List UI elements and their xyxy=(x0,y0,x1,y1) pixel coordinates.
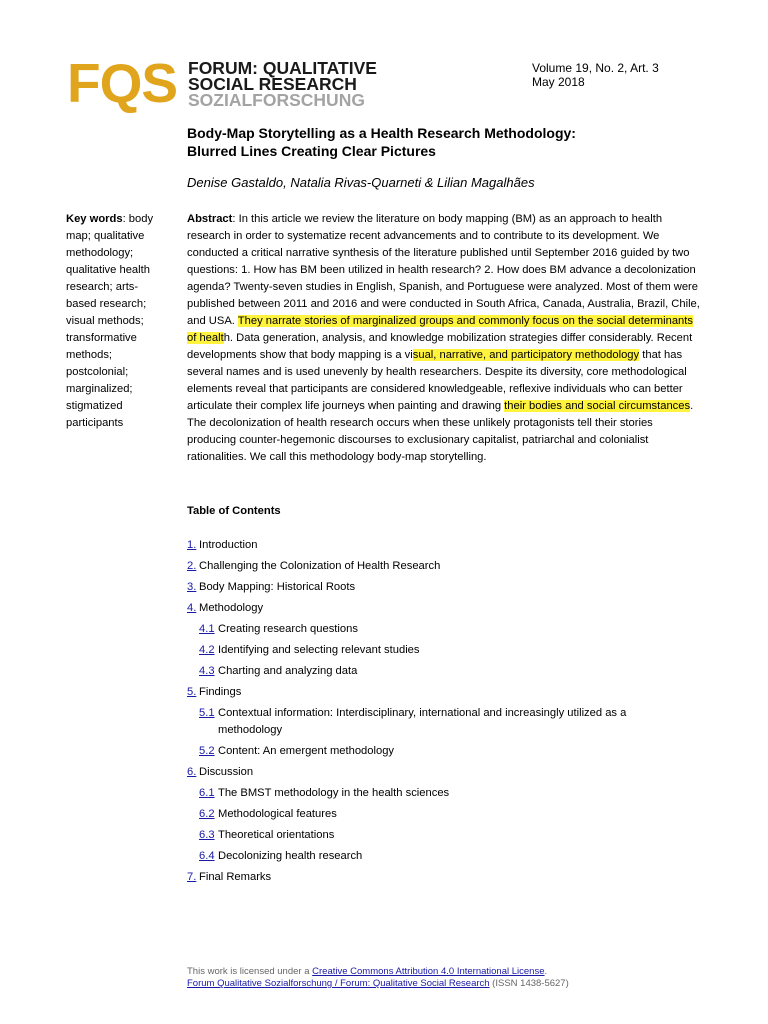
abstract-label: Abstract xyxy=(187,213,233,225)
toc-link[interactable]: 6.4 xyxy=(199,850,215,862)
toc-item xyxy=(187,558,667,575)
toc-label: Body Mapping: Historical Roots xyxy=(199,581,356,593)
journal-line xyxy=(187,978,687,990)
logo-line-1: FORUM: QUALITATIVE xyxy=(188,58,377,78)
toc-link[interactable]: 4. xyxy=(187,602,197,614)
toc-label: Methodology xyxy=(199,602,264,614)
toc-label: Content: An emergent methodology xyxy=(218,745,395,757)
table-of-contents xyxy=(187,537,667,890)
toc-subitem xyxy=(187,663,667,680)
toc-subitem xyxy=(187,642,667,659)
logo-wordmark xyxy=(188,60,378,108)
toc-label: Identifying and selecting relevant studies xyxy=(218,644,420,656)
toc-label: The BMST methodology in the health sciences xyxy=(218,787,450,799)
license-footer xyxy=(187,966,687,990)
abstract-text-2: h. Data generation, analysis, and knowledge mobilization strategies differ considerably. Recent developments show that body mapping is a vi xyxy=(187,332,693,361)
volume-info: Volume 19, No. 2, Art. 3 xyxy=(532,61,659,75)
highlight-1: They narrate stories of marginalized groups and commonly focus on the social determinants of healt xyxy=(187,315,693,344)
keywords-text: : body map; qualitative methodology; qualitative health research; arts-based research; visual methods; transformative methods; postcolonial; marginalized; stigmatized participants xyxy=(66,213,154,429)
toc-label: Contextual information: Interdisciplinary, international and increasingly utilized as a methodology xyxy=(218,707,627,736)
logo-line-2: SOCIAL RESEARCH xyxy=(188,74,357,94)
toc-item xyxy=(187,684,667,701)
toc-label: Methodological features xyxy=(218,808,337,820)
toc-subitem xyxy=(187,785,667,802)
toc-subitem xyxy=(187,705,667,739)
toc-heading: Table of Contents xyxy=(187,505,281,517)
issue-info xyxy=(532,61,659,89)
toc-label: Decolonizing health research xyxy=(218,850,363,862)
toc-link[interactable]: 6.1 xyxy=(199,787,215,799)
toc-link[interactable]: 6. xyxy=(187,766,197,778)
license-suffix: . xyxy=(544,966,548,977)
highlight-2: sual, narrative, and participatory methodology xyxy=(412,349,640,361)
toc-link[interactable]: 3. xyxy=(187,581,197,593)
toc-label: Final Remarks xyxy=(199,871,272,883)
toc-label: Challenging the Colonization of Health Research xyxy=(199,560,441,572)
toc-subitem xyxy=(187,827,667,844)
toc-item xyxy=(187,537,667,554)
toc-label: Introduction xyxy=(199,539,258,551)
toc-link[interactable]: 4.2 xyxy=(199,644,215,656)
toc-label: Theoretical orientations xyxy=(218,829,335,841)
toc-item xyxy=(187,764,667,781)
toc-link[interactable]: 1. xyxy=(187,539,197,551)
logo-line-3: SOZIALFORSCHUNG xyxy=(188,90,365,110)
title-line-2: Blurred Lines Creating Clear Pictures xyxy=(187,143,436,159)
authors: Denise Gastaldo, Natalia Rivas-Quarneti & Lilian Magalhães xyxy=(187,175,535,190)
toc-link[interactable]: 2. xyxy=(187,560,197,572)
toc-link[interactable]: 5. xyxy=(187,686,197,698)
logo-mark: FQS xyxy=(67,52,178,114)
toc-item xyxy=(187,600,667,617)
toc-subitem xyxy=(187,806,667,823)
keywords xyxy=(66,211,166,432)
toc-subitem xyxy=(187,848,667,865)
title-line-1: Body-Map Storytelling as a Health Research Methodology: xyxy=(187,125,576,141)
toc-subitem xyxy=(187,621,667,638)
toc-subitem xyxy=(187,743,667,760)
abstract-text-3: that has several names and is used unevenly by health researchers. Despite its diversity, core methodological elements reveal that participants are considered knowledgeable, reflexive individuals who can better articulate their complex life journeys when painting and drawing xyxy=(187,349,687,412)
license-link[interactable]: Creative Commons Attribution 4.0 International License xyxy=(312,966,545,977)
journal-link[interactable]: Forum Qualitative Sozialforschung / Forum: Qualitative Social Research xyxy=(187,978,490,989)
toc-link[interactable]: 7. xyxy=(187,871,197,883)
abstract xyxy=(187,211,705,466)
toc-label: Findings xyxy=(199,686,242,698)
publication-date: May 2018 xyxy=(532,75,585,89)
toc-link[interactable]: 4.1 xyxy=(199,623,215,635)
toc-item xyxy=(187,869,667,886)
abstract-text-4: . The decolonization of health research occurs when these unlikely protagonists tell their stories producing counter-hegemonic discourses to exclusionary capitalist, patriarchal and colonialist rationalities. We call this methodology body-map storytelling. xyxy=(187,400,694,463)
license-prefix: This work is licensed under a xyxy=(187,966,313,977)
article-title xyxy=(187,124,687,160)
toc-link[interactable]: 6.2 xyxy=(199,808,215,820)
keywords-label: Key words xyxy=(66,213,123,225)
toc-label: Creating research questions xyxy=(218,623,358,635)
toc-link[interactable]: 6.3 xyxy=(199,829,215,841)
toc-link[interactable]: 5.2 xyxy=(199,745,215,757)
toc-label: Charting and analyzing data xyxy=(218,665,358,677)
abstract-text-1: : In this article we review the literature on body mapping (BM) as an approach to health research in order to systematize recent advancements and to contribute to its development. We conducted a critical narrative synthesis of the literature published until September 2016 guided by two questions: 1. How has BM been utilized in health research? 2. How does BM advance a decolonization agenda? Twenty-seven studies in English, Spanish, and Portuguese were analyzed. Most of them were published between 2011 and 2016 and were conducted in South Africa, Canada, Australia, Brazil, Chile, and USA. xyxy=(187,213,700,327)
issn: (ISSN 1438-5627) xyxy=(489,978,569,989)
toc-label: Discussion xyxy=(199,766,254,778)
toc-item xyxy=(187,579,667,596)
license-line xyxy=(187,966,687,978)
toc-link[interactable]: 4.3 xyxy=(199,665,215,677)
toc-link[interactable]: 5.1 xyxy=(199,707,215,719)
highlight-3: their bodies and social circumstances xyxy=(504,400,691,412)
